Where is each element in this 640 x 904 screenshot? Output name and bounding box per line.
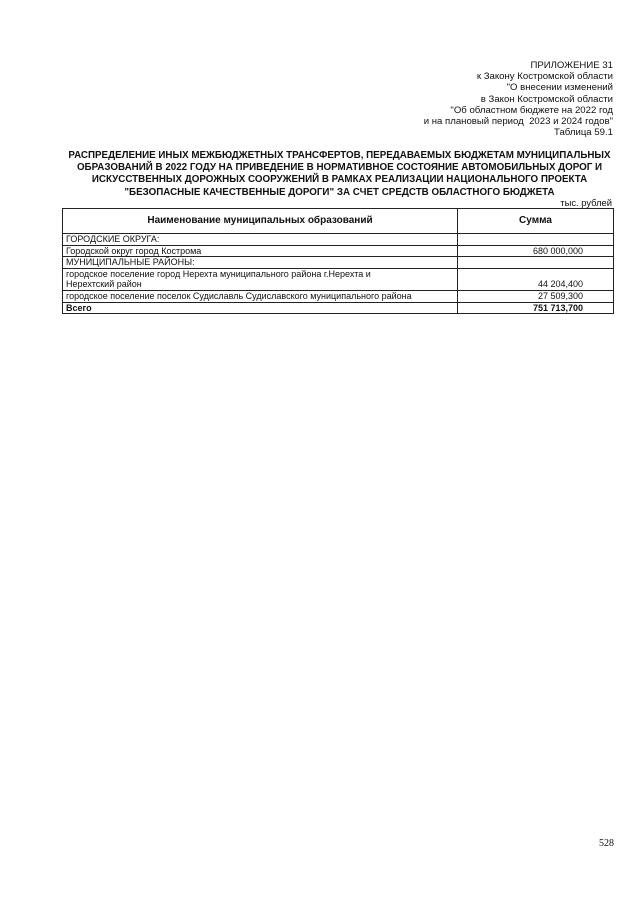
appendix-line: "О внесении изменений (506, 82, 613, 94)
appendix-line: к Закону Костромской области (476, 71, 613, 83)
title-line: ИСКУССТВЕННЫХ ДОРОЖНЫХ СООРУЖЕНИЙ В РАМКАХ РЕАЛИЗАЦИИ НАЦИОНАЛЬНОГО ПРОЕКТА (91, 174, 588, 186)
table-row (63, 268, 614, 290)
title-line: "БЕЗОПАСНЫЕ КАЧЕСТВЕННЫЕ ДОРОГИ" ЗА СЧЕТ СРЕДСТВ ОБЛАСТНОГО БЮДЖЕТА (124, 186, 555, 198)
row-sum: 44 204,400 (458, 268, 614, 290)
table-row (63, 245, 614, 257)
title-line: РАСПРЕДЕЛЕНИЕ ИНЫХ МЕЖБЮДЖЕТНЫХ ТРАНСФЕРТОВ, ПЕРЕДАВАЕМЫХ БЮДЖЕТАМ МУНИЦИПАЛЬНЫХ (68, 150, 611, 161)
row-name: Городской округ город Кострома (63, 245, 458, 257)
header-name: Наименование муниципальных образований (63, 209, 458, 234)
table-row (63, 257, 614, 269)
row-name: городское поселение город Нерехта муниципального района г.Нерехта и Нерехтский район (63, 268, 458, 290)
appendix-line: "Об областном бюджете на 2022 год (450, 104, 613, 116)
title-line: ОБРАЗОВАНИЙ В 2022 ГОДУ НА ПРИВЕДЕНИЕ В НОРМАТИВНОЕ СОСТОЯНИЕ АВТОМОБИЛЬНЫХ ДОРОГ И (76, 162, 603, 174)
row-sum: 27 509,300 (458, 290, 614, 302)
table-row (63, 234, 614, 246)
table-number: Таблица 59.1 (554, 127, 613, 139)
row-name: ГОРОДСКИЕ ОКРУГА: (63, 234, 458, 246)
table-header-row (63, 209, 614, 234)
document-title (62, 150, 617, 199)
total-label: Всего (63, 302, 458, 314)
allocation-table (62, 208, 614, 314)
page-number: 528 (599, 838, 614, 849)
row-name: городское поселение поселок Судиславль Судиславского муниципального района (63, 290, 458, 302)
appendix-line: в Закон Костромской области (480, 93, 613, 105)
row-sum (458, 234, 614, 246)
row-sum (458, 257, 614, 269)
appendix-header (424, 60, 613, 138)
units-label: тыс. рублей (560, 197, 612, 208)
row-name: МУНИЦИПАЛЬНЫЕ РАЙОНЫ: (63, 257, 458, 269)
table-row (63, 290, 614, 302)
header-sum: Сумма (458, 209, 614, 234)
total-sum: 751 713,700 (458, 302, 614, 314)
appendix-line: ПРИЛОЖЕНИЕ 31 (530, 60, 613, 71)
appendix-line: и на плановый период 2023 и 2024 годов" (423, 116, 613, 128)
total-row (63, 302, 614, 314)
row-sum: 680 000,000 (458, 245, 614, 257)
